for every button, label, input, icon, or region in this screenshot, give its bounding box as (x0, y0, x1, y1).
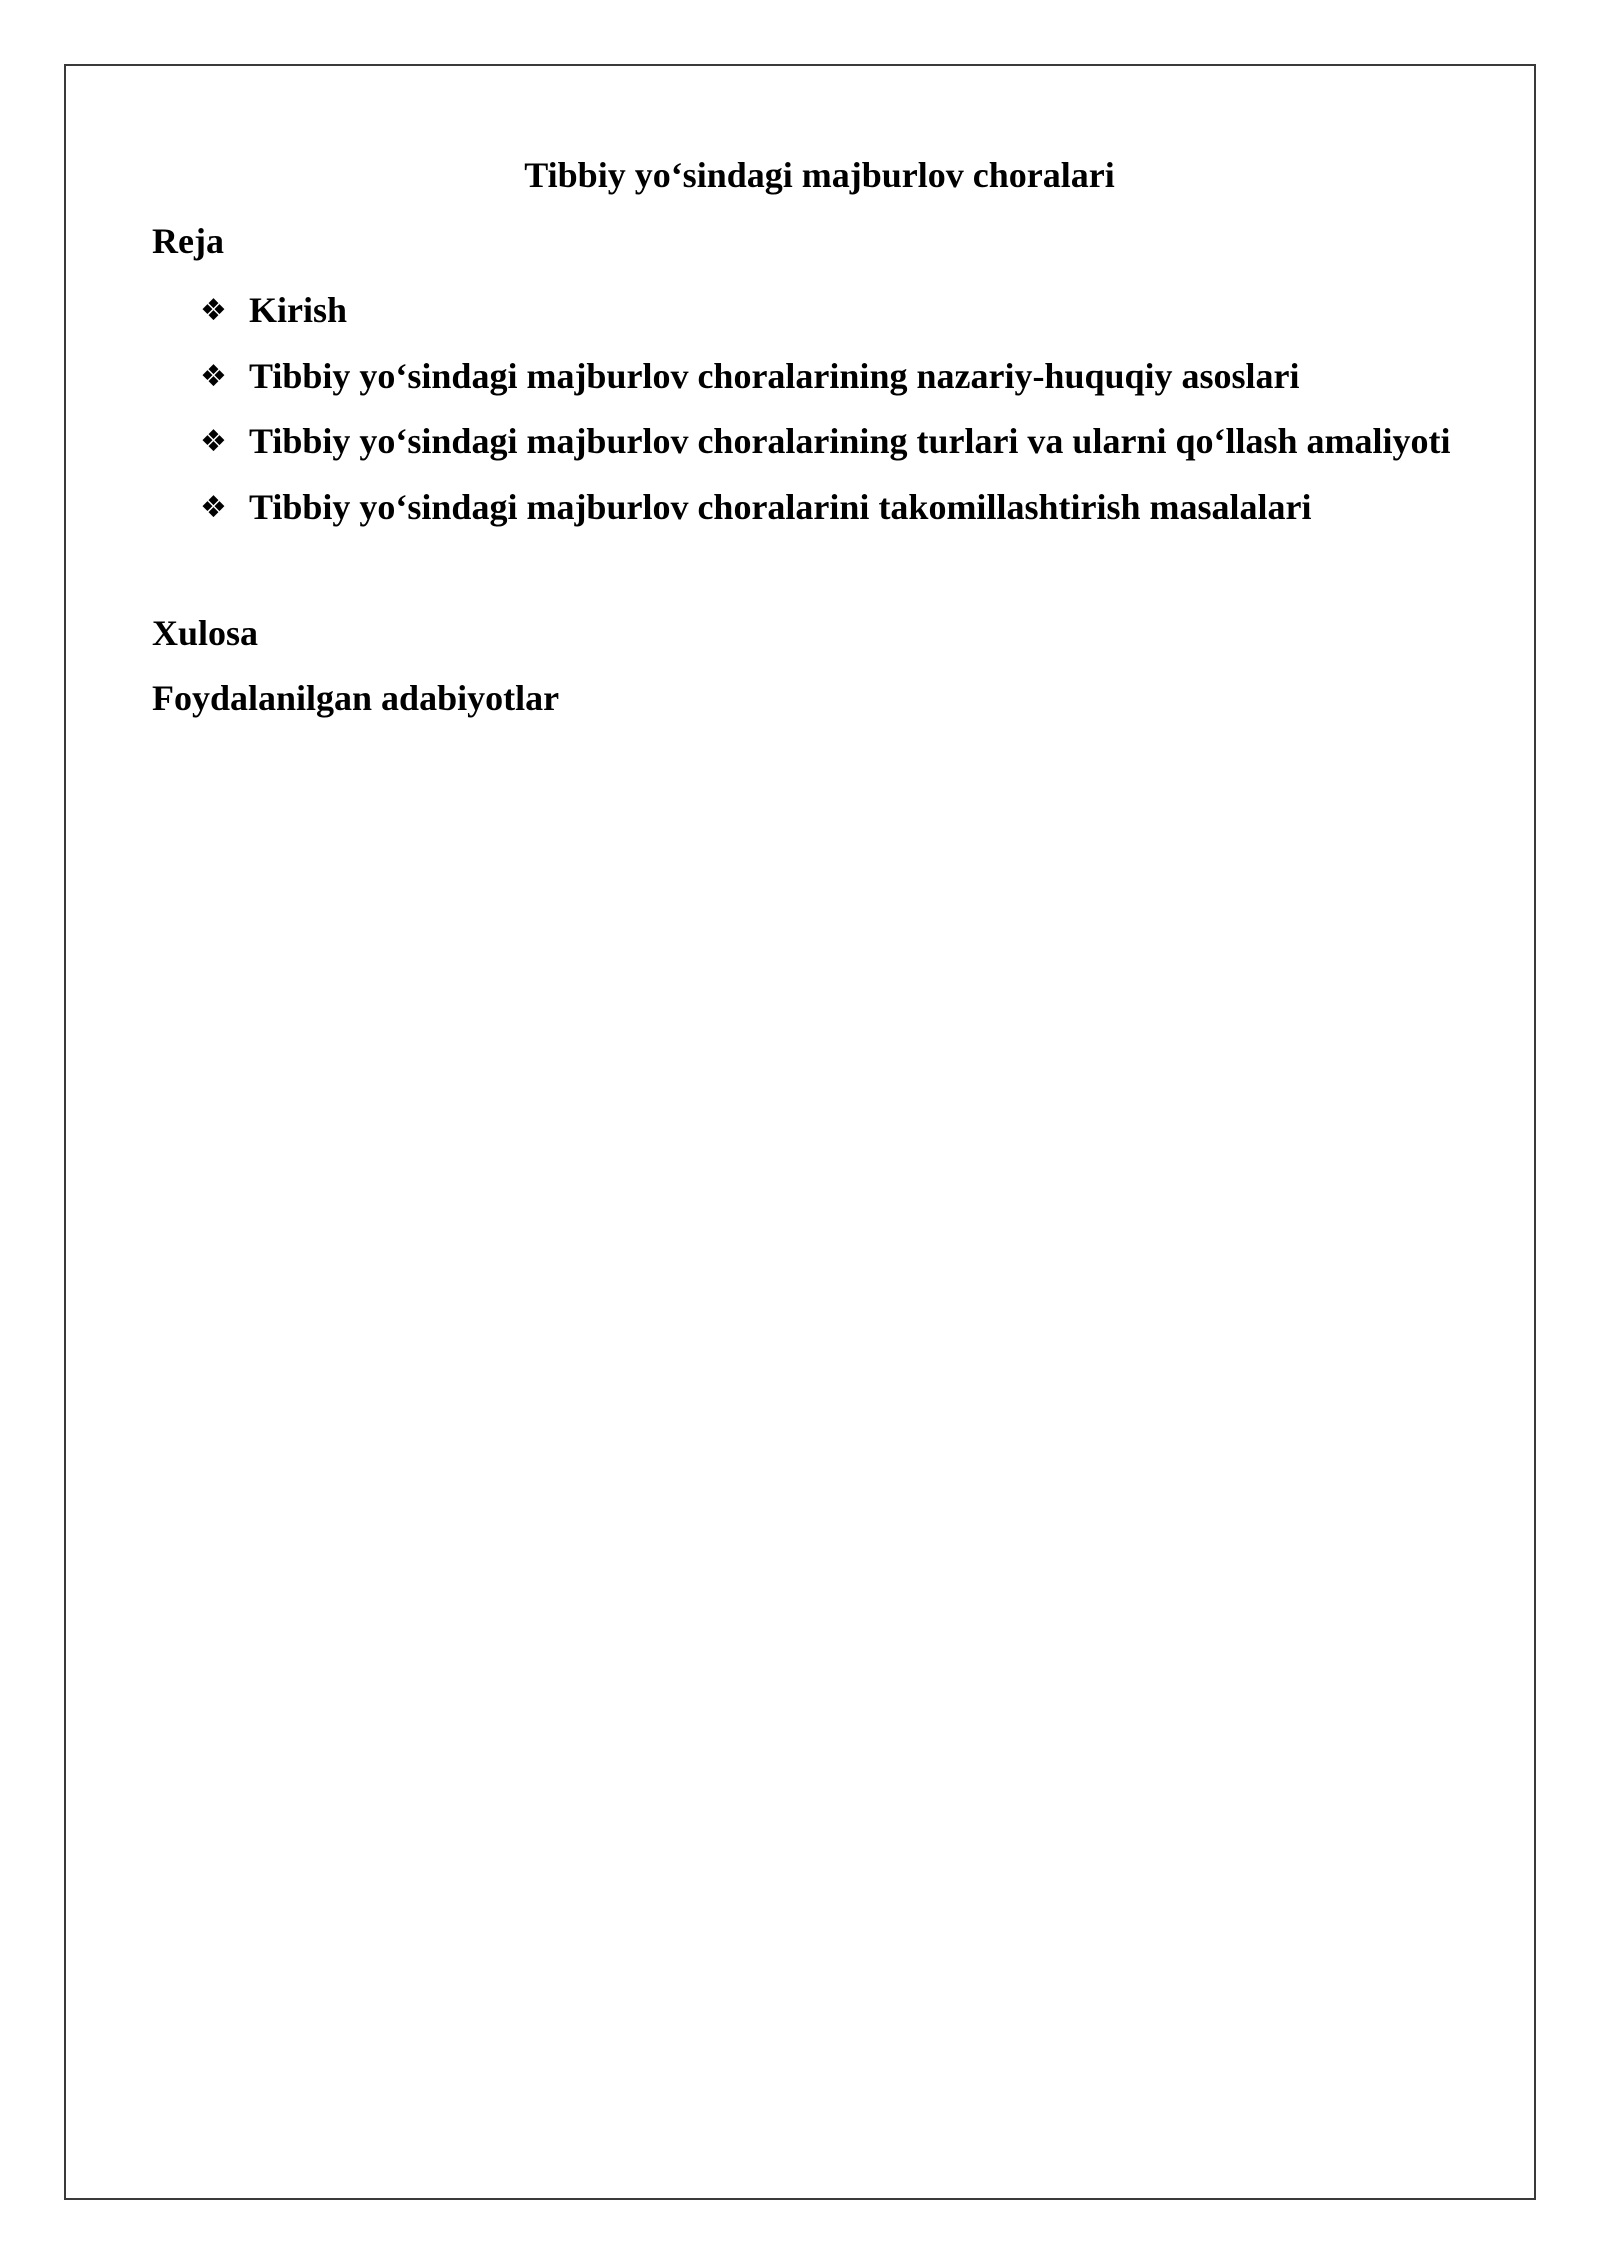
diamond-bullet-icon: ❖ (200, 424, 227, 459)
plan-item-text: Tibbiy yo‘sindagi majburlov choralarining turlari va ularni qo‘llash amaliyoti (249, 421, 1451, 461)
plan-heading: Reja (152, 221, 224, 261)
diamond-bullet-icon: ❖ (200, 489, 227, 525)
diamond-bullet-icon: ❖ (200, 358, 227, 394)
list-item (200, 344, 1487, 410)
diamond-bullet-icon: ❖ (200, 293, 227, 328)
references-heading: Foydalanilgan adabiyotlar (152, 678, 560, 718)
list-item (200, 409, 1487, 475)
plan-item-text: Tibbiy yo‘sindagi majburlov choralarini takomillashtirish masalalari (249, 486, 1312, 527)
conclusion-heading: Xulosa (152, 613, 259, 653)
list-item (200, 278, 1487, 344)
plan-item-text: Kirish (249, 290, 348, 330)
plan-list (200, 278, 1487, 540)
plan-item-text: Tibbiy yo‘sindagi majburlov choralarining nazariy-huquqiy asoslari (249, 355, 1300, 396)
document-title: Tibbiy yo‘sindagi majburlov choralari (524, 155, 1115, 195)
list-item (200, 475, 1487, 541)
